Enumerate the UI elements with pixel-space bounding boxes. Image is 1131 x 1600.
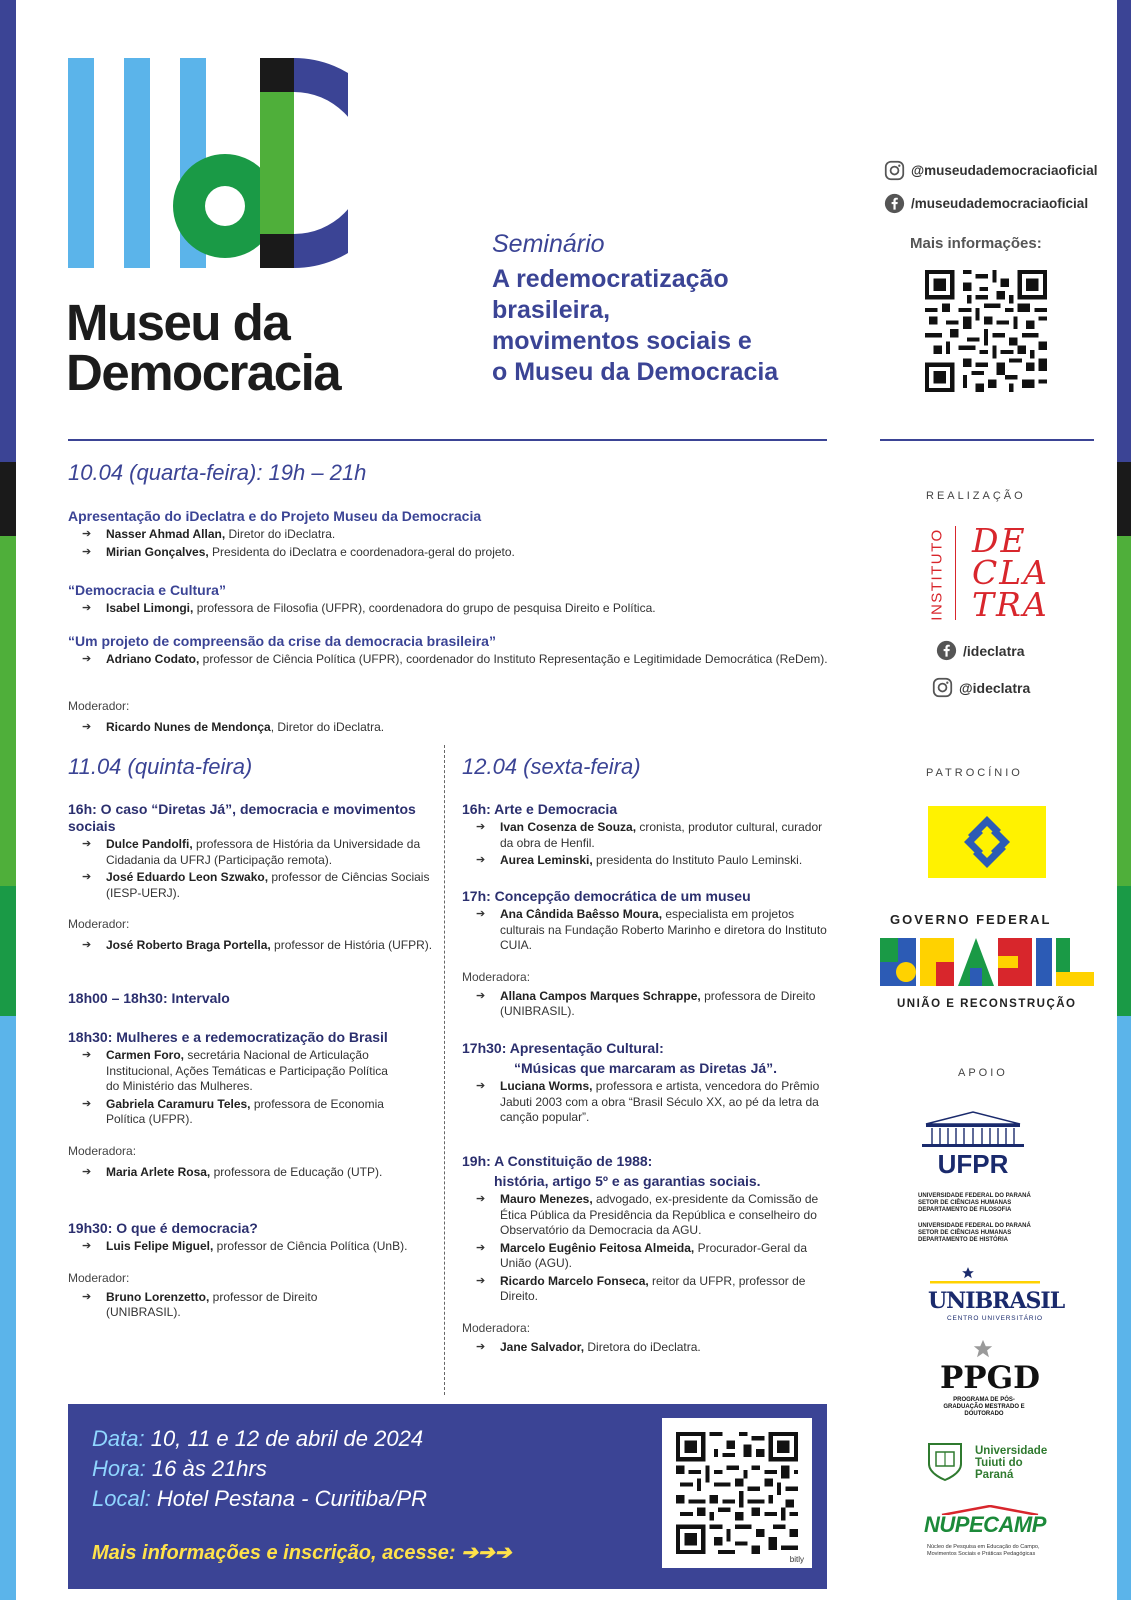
- speaker-name: Luis Felipe Miguel,: [106, 1239, 214, 1253]
- list-item: [462, 1274, 827, 1305]
- seminar-title: [492, 264, 778, 388]
- speaker-name: Dulce Pandolfi,: [106, 837, 193, 851]
- speaker-desc: professora de História da Universidade da Cidadania da UFRJ (Participação remota).: [106, 837, 421, 867]
- event-place: [92, 1486, 427, 1512]
- instituto-text: INSTITUTO: [928, 528, 946, 621]
- day1-session-3: [68, 633, 828, 668]
- list-item: [68, 938, 436, 954]
- speaker-name: Aurea Leminski,: [500, 853, 593, 867]
- speaker-name: Ricardo Nunes de Mendonça: [106, 720, 271, 734]
- seminar-title-line: o Museu da Democracia: [492, 358, 779, 386]
- time-value: 16 às 21hrs: [145, 1456, 267, 1481]
- day2-interval: [68, 990, 436, 1007]
- speaker-desc: Presidenta do iDeclatra e coordenadora-geral do projeto.: [208, 544, 515, 559]
- speaker-desc: Procurador-Geral da União (AGU).: [500, 1240, 807, 1270]
- ppgd-wordmark: PPGD: [940, 1360, 1040, 1396]
- session-title: 17h30: Apresentação Cultural:: [462, 1040, 664, 1056]
- speaker-name: Maria Arlete Rosa,: [106, 1164, 211, 1179]
- ufpr-dept-line: DEPARTAMENTO DE HISTÓRIA: [918, 1237, 1009, 1243]
- arrow-icon: ➔: [476, 1080, 486, 1092]
- star-icon: [972, 1338, 994, 1360]
- unibrasil-arc: [930, 1281, 1040, 1286]
- speaker-name: Luciana Worms,: [500, 1079, 593, 1093]
- seminar-title-line: brasileira,: [492, 296, 611, 324]
- arrow-icon: ➔: [476, 1193, 486, 1205]
- session-title: Apresentação do iDeclatra e do Projeto Museu da Democracia: [68, 508, 482, 524]
- ufpr-dept-line: UNIVERSIDADE FEDERAL DO PARANÁ: [918, 1193, 1031, 1199]
- brand-name-line1: Museu da: [66, 294, 290, 351]
- ufpr-dept-line: DEPARTAMENTO DE FILOSOFIA: [918, 1207, 1012, 1213]
- instagram-handle: @ideclatra: [959, 679, 1031, 696]
- column-divider: [444, 745, 445, 1395]
- ufpr-dept-line: SETOR DE CIÊNCIAS HUMANAS: [918, 1200, 1012, 1206]
- arrow-icon: ➔: [82, 1290, 92, 1303]
- list-item: [68, 837, 436, 868]
- list-item: [68, 720, 828, 736]
- speaker-name: Ivan Cosenza de Souza,: [500, 820, 637, 834]
- speaker-name: José Eduardo Leon Szwako,: [106, 870, 269, 884]
- star-icon: [961, 1266, 975, 1280]
- speaker-desc: professora de Direito (UNIBRASIL).: [500, 988, 816, 1018]
- session-title: 16h: Arte e Democracia: [462, 801, 618, 817]
- apoio-label: APOIO: [958, 1067, 1008, 1079]
- governo-federal-label: GOVERNO FEDERAL: [890, 912, 1052, 927]
- ppgd-subtitle: PROGRAMA DE PÓS-GRADUAÇÃO MESTRADO E DOUTORADO: [943, 1397, 1025, 1417]
- qr-caption: bitly: [789, 1555, 804, 1564]
- speaker-name: Nasser Ahmad Allan,: [106, 527, 226, 541]
- speaker-desc: professora de Economia Política (UFPR).: [106, 1096, 384, 1126]
- arrow-icon: ➔: [476, 1274, 486, 1287]
- list-item: [68, 527, 828, 543]
- speaker-name: Adriano Codato,: [106, 652, 200, 666]
- utp-name: [975, 1445, 1047, 1481]
- speaker-desc: professora de Filosofia (UFPR), coordenadora do grupo de pesquisa Direito e Política.: [193, 601, 656, 615]
- day1-session-1: [68, 508, 828, 560]
- speaker-desc: cronista, produtor cultural, curador da obra de Henfil.: [500, 820, 823, 850]
- speaker-desc: secretária Nacional de Articulação Institucional, Ações Temáticas e Participação Política do Ministério das Mulheres.: [106, 1048, 388, 1093]
- unibrasil-wordmark: UNIBRASIL: [928, 1288, 1065, 1314]
- speaker-name: Mauro Menezes,: [500, 1192, 593, 1206]
- speaker-desc: , Diretor do iDeclatra.: [270, 720, 385, 734]
- facebook-icon: [936, 640, 957, 661]
- ufpr-wordmark: UFPR: [937, 1149, 1009, 1178]
- museu-da-democracia-logo: [68, 58, 348, 268]
- utp-line: Universidade: [975, 1445, 1048, 1457]
- speaker-name: José Roberto Braga Portella,: [106, 938, 271, 952]
- list-item: [462, 820, 827, 851]
- moderator-label: Moderador:: [68, 1270, 130, 1285]
- ufpr-dept-line: UNIVERSIDADE FEDERAL DO PARANÁ: [918, 1223, 1031, 1229]
- list-item: [68, 1239, 436, 1255]
- left-color-bar: [0, 0, 16, 1600]
- session-title: “Um projeto de compreensão da crise da democracia brasileira”: [68, 633, 496, 649]
- declatra-line: CLA: [972, 553, 1049, 592]
- facebook-handle: /ideclatra: [963, 642, 1025, 659]
- arrow-icon: ➔: [82, 838, 92, 850]
- right-color-bar: [1117, 0, 1131, 1600]
- speaker-desc: professor de Ciências Sociais (IESP-UERJ).: [106, 870, 430, 900]
- declatra-line: DE: [972, 521, 1027, 560]
- utp-line: Paraná: [975, 1469, 1014, 1481]
- list-item: [68, 1165, 403, 1181]
- arrow-icon: ➔: [82, 1165, 92, 1178]
- speaker-name: Isabel Limongi,: [106, 601, 194, 615]
- speaker-desc: professor de Ciência Política (UnB).: [213, 1239, 408, 1253]
- day1-session-2: [68, 582, 828, 617]
- arrow-icon: ➔: [476, 1340, 486, 1353]
- facebook-link[interactable]: [884, 193, 1088, 214]
- list-item: [68, 870, 436, 901]
- arrow-icon: ➔: [82, 1097, 92, 1110]
- list-item: [68, 1290, 368, 1321]
- speaker-desc: professora e artista, vencedora do Prêmio Jabuti 2003 com a obra “Brasil Século XX, ao pé da letra da canção popular”.: [500, 1079, 820, 1124]
- day2-session-3: [68, 1220, 436, 1321]
- day3-session-4: [462, 1153, 827, 1355]
- seminar-title-line: movimentos sociais e: [492, 327, 752, 355]
- arrow-icon: ➔: [82, 871, 92, 883]
- registration-qr-box[interactable]: [662, 1418, 812, 1568]
- speaker-name: Marcelo Eugênio Feitosa Almeida,: [500, 1240, 695, 1255]
- qr-code-footer[interactable]: [676, 1432, 798, 1554]
- arrow-icon: ➔: [476, 821, 486, 833]
- date-label: Data:: [92, 1426, 145, 1451]
- speaker-name: Gabriela Caramuru Teles,: [106, 1096, 251, 1111]
- instituto-vertical: [927, 526, 947, 626]
- speaker-name: Carmen Foro,: [106, 1048, 185, 1062]
- day2-session-2: [68, 1029, 403, 1180]
- session-title: 17h: Concepção democrática de um museu: [462, 888, 751, 904]
- ideclatra-facebook-link[interactable]: [936, 640, 1024, 661]
- arrow-icon: ➔: [82, 653, 92, 665]
- session-subtitle: “Músicas que marcaram as Diretas Já”.: [514, 1060, 778, 1076]
- list-item: [462, 989, 827, 1020]
- nupecamp-wordmark: NUPECAMP: [924, 1512, 1046, 1537]
- place-label: Local:: [92, 1486, 151, 1511]
- list-item: [462, 853, 827, 869]
- day1-heading: 10.04 (quarta-feira): 19h – 21h: [68, 460, 367, 485]
- uniao-reconstrucao-label: UNIÃO E RECONSTRUÇÃO: [897, 998, 1077, 1010]
- list-item: [462, 1192, 827, 1239]
- registration-cta[interactable]: Mais informações e inscrição, acesse: ➔➔➔: [92, 1542, 512, 1564]
- arrow-icon: ➔: [82, 721, 92, 733]
- event-date: [92, 1426, 423, 1452]
- event-info-box: [68, 1404, 827, 1589]
- moderator-label: Moderador:: [68, 699, 130, 713]
- speaker-desc: advogado, ex-presidente da Comissão de Ética Pública da Presidência da República e conselheiro do Observatório da Democracia da AGU.: [500, 1192, 819, 1237]
- nupecamp-subtitle: Núcleo de Pesquisa em Educação do Campo, Movimentos Sociais e Práticas Pedagógicas: [927, 1544, 1040, 1557]
- facebook-icon: [884, 193, 905, 214]
- arrow-icon: ➔: [82, 939, 92, 951]
- session-title: 16h: O caso “Diretas Já”, democracia e movimentos sociais: [68, 801, 416, 834]
- divider-main: [68, 439, 827, 441]
- instagram-handle: @museudademocraciaoficial: [911, 163, 1098, 178]
- speaker-desc: professor de Direito (UNIBRASIL).: [106, 1289, 318, 1319]
- speaker-name: Ana Cândida Baêsso Moura,: [500, 907, 663, 921]
- instagram-icon: [932, 677, 953, 698]
- arrow-icon: ➔: [476, 908, 486, 920]
- moderator-label: Moderadora:: [462, 1320, 531, 1335]
- seminar-title-line: A redemocratização: [492, 265, 729, 293]
- list-item: [68, 545, 828, 561]
- date-value: 10, 11 e 12 de abril de 2024: [144, 1426, 424, 1451]
- facebook-handle: /museudademocraciaoficial: [911, 196, 1089, 211]
- utp-crest-icon: [925, 1440, 965, 1482]
- speaker-desc: presidenta do Instituto Paulo Leminski.: [592, 853, 803, 867]
- speaker-desc: professor de História (UFPR).: [270, 938, 433, 952]
- list-item: [462, 1340, 827, 1356]
- realizacao-label: REALIZAÇÃO: [926, 490, 1026, 502]
- arrow-icon: ➔: [82, 602, 92, 614]
- speaker-name: Allana Campos Marques Schrappe,: [500, 988, 701, 1003]
- ufpr-building-logo: [918, 1108, 1028, 1178]
- day3-session-2: [462, 888, 827, 1020]
- ufpr-dept-line: SETOR DE CIÊNCIAS HUMANAS: [918, 1230, 1012, 1236]
- utp-line: Tuiuti do: [975, 1457, 1023, 1469]
- divider-side: [880, 439, 1094, 441]
- moderator-label: Moderadora:: [68, 1143, 137, 1158]
- event-time: [92, 1456, 267, 1482]
- session-subtitle: história, artigo 5º e as garantias sociais.: [494, 1173, 761, 1189]
- session-title: 19h: A Constituição de 1988:: [462, 1153, 653, 1169]
- list-item: [68, 652, 828, 668]
- session-title: 18h30: Mulheres e a redemocratização do Brasil: [68, 1029, 388, 1045]
- time-label: Hora:: [92, 1456, 146, 1481]
- unibrasil-subtitle: CENTRO UNIVERSITÁRIO: [947, 1315, 1043, 1322]
- interval-title: 18h00 – 18h30: Intervalo: [68, 990, 230, 1006]
- speaker-name: Bruno Lorenzetto,: [106, 1289, 210, 1304]
- session-title: 19h30: O que é democracia?: [68, 1220, 258, 1236]
- list-item: [462, 907, 827, 954]
- speaker-desc: professor de Ciência Política (UFPR), coordenador do Instituto Representação e Legitimidade Democrática (ReDem).: [199, 652, 828, 666]
- list-item: [462, 1079, 827, 1126]
- day2-session-1: [68, 801, 436, 954]
- brand-name: [66, 294, 341, 401]
- arrow-icon: ➔: [476, 1241, 486, 1254]
- speaker-name: Mirian Gonçalves,: [106, 544, 209, 559]
- place-value: Hotel Pestana - Curitiba/PR: [150, 1486, 428, 1511]
- ideclatra-instagram-link[interactable]: [932, 677, 1030, 698]
- list-item: [68, 601, 828, 617]
- arrow-icon: ➔: [82, 528, 92, 540]
- brasil-government-logo: [880, 936, 1094, 988]
- declatra-line: TRA: [972, 585, 1049, 624]
- list-item: [68, 1097, 403, 1128]
- qr-code-top[interactable]: [925, 270, 1047, 392]
- patrocinio-label: PATROCÍNIO: [926, 767, 1023, 779]
- declatra-rule: [955, 526, 956, 620]
- day1-moderator: [68, 699, 828, 736]
- moderator-label: Moderadora:: [462, 969, 531, 984]
- seminar-kicker: Seminário: [492, 230, 605, 258]
- speaker-desc: professora de Educação (UTP).: [210, 1164, 383, 1179]
- arrow-icon: ➔: [82, 545, 92, 558]
- instagram-link[interactable]: [884, 160, 1097, 181]
- day3-session-3: [462, 1040, 827, 1126]
- arrow-icon: ➔: [82, 1240, 92, 1252]
- banco-do-brasil-logo: [928, 806, 1046, 878]
- speaker-desc: Diretora do iDeclatra.: [584, 1339, 701, 1354]
- speaker-name: Jane Salvador,: [500, 1339, 585, 1354]
- speaker-name: Ricardo Marcelo Fonseca,: [500, 1273, 649, 1288]
- day3-heading: 12.04 (sexta-feira): [462, 754, 641, 779]
- day2-heading: 11.04 (quinta-feira): [68, 754, 253, 779]
- more-info-label: Mais informações:: [910, 235, 1042, 252]
- brand-name-line2: Democracia: [66, 344, 341, 401]
- speaker-desc: reitor da UFPR, professor de Direito.: [500, 1273, 806, 1303]
- day3-session-1: [462, 801, 827, 869]
- moderator-label: Moderador:: [68, 917, 130, 931]
- arrow-icon: ➔: [82, 1049, 92, 1061]
- instagram-icon: [884, 160, 905, 181]
- list-item: [68, 1048, 403, 1095]
- arrow-icon: ➔: [476, 989, 486, 1002]
- list-item: [462, 1241, 827, 1272]
- arrow-icon: ➔: [476, 854, 486, 866]
- speaker-desc: Diretor do iDeclatra.: [225, 527, 336, 541]
- session-title: “Democracia e Cultura”: [68, 582, 226, 598]
- speaker-desc: especialista em projetos culturais na Fundação Roberto Marinho e diretora do Instituto CUIA.: [500, 907, 827, 952]
